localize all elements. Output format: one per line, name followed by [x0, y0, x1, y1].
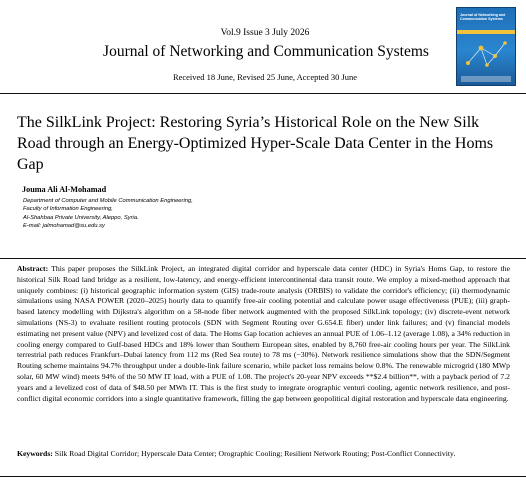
keywords-label: Keywords: [17, 449, 53, 458]
abstract-text: This paper proposes the SilkLink Project, an integrated digital corridor and hyperscale data center (HDC) in Syria's Homs Gap, to restore the historical Silk Road land bridge as a resilient, low-latency, and energy-efficient intercontinental data transit route. We employ a mixed-method approach that uniquely combines: (i) historical geographic information system (GIS) trade-route analysis (ORBIS) to validate the corridor's efficiency; (ii) thermodynamic simulations using NASA POWER (2020–2025) hourly data to quantify free-air cooling potential and calculate power usage effectiveness (PUE); (iii) graph-based latency modelling with Dijkstra's algorithm on a 58-node fiber network augmented with the proposed SilkLink topology; (iv) discrete-event network simulations (NS-3) to evaluate resilient routing protocols (SDN with Segment Routing over G.654.E fiber) under link failures; and (v) financial models estimating net present value (NPV) and levelized cost of data. The Homs Gap location achieves an annual PUE of 1.06–1.12 (average 1.08), a 34% reduction in cooling energy compared to Gulf-based HDCs and 18% lower than Southern European sites, enabled by 8,760 free-air cooling hours per year. The SilkLink terrestrial path reduces Frankfurt–Dubai latency from 112 ms (Red Sea route) to 78 ms (−30%). Network resilience simulations show that the SDN/Segment Routing scheme maintains 94.7% throughput under a double-link failure scenario, while packet loss remains below 0.8%. The renewable microgrid (180 MWp solar, 60 MW wind) meets 94% of the 50 MW IT load, with a PUE of 1.08. The project's 20-year NPV exceeds **$2.4 billion**, with a payback period of 7.2 years and a levelized cost of data of $48.50 per MWh IT. This is the first study to integrate orographic venturi cooling, agentic network resilience, and post-conflict digital economic corridors into a single quantitative framework, filling the gap between geopolitical digital restoration and hyperscale data engineering. [17, 264, 510, 403]
keywords-text: Silk Road Digital Corridor; Hyperscale Data Center; Orographic Cooling; Resilient Network Routing; Post-Conflict Connectivity. [54, 449, 456, 458]
cover-title: Journal of Networking and Communication Systems [460, 13, 506, 22]
author-email[interactable]: E-mail: jalmohamad@su.edu.sy [23, 223, 105, 230]
affiliation-line: Al-Shahbaa Private University, Aleppo, Syria. [23, 214, 139, 221]
cover-band [457, 30, 515, 34]
abstract-label: Abstract: [17, 264, 49, 273]
affiliation-line: Faculty of Information Engineering, [23, 206, 113, 213]
cover-footer [461, 76, 511, 82]
header-rule [0, 93, 526, 94]
keywords [17, 449, 510, 460]
cover-network-graphic [463, 38, 509, 68]
issue-line: Vol.9 Issue 3 July 2026 [220, 28, 310, 38]
journal-header [0, 0, 526, 92]
author-name: Jouma Ali Al-Mohamad [22, 185, 107, 194]
journal-name: Journal of Networking and Communication Systems [103, 43, 429, 60]
affiliation-line: Department of Computer and Mobile Communication Engineering, [23, 198, 193, 204]
abstract-top-rule [0, 258, 526, 259]
abstract [17, 264, 510, 404]
author-block [22, 185, 322, 231]
journal-cover-image [456, 7, 516, 86]
abstract-bottom-rule [0, 476, 526, 477]
article-title: The SilkLink Project: Restoring Syria’s Historical Role on the New Silk Road through an Energy-Optimized Hyper-Scale Data Center in the Homs Gap [17, 114, 494, 173]
submission-dates: Received 18 June, Revised 25 June, Accepted 30 June [172, 72, 358, 82]
